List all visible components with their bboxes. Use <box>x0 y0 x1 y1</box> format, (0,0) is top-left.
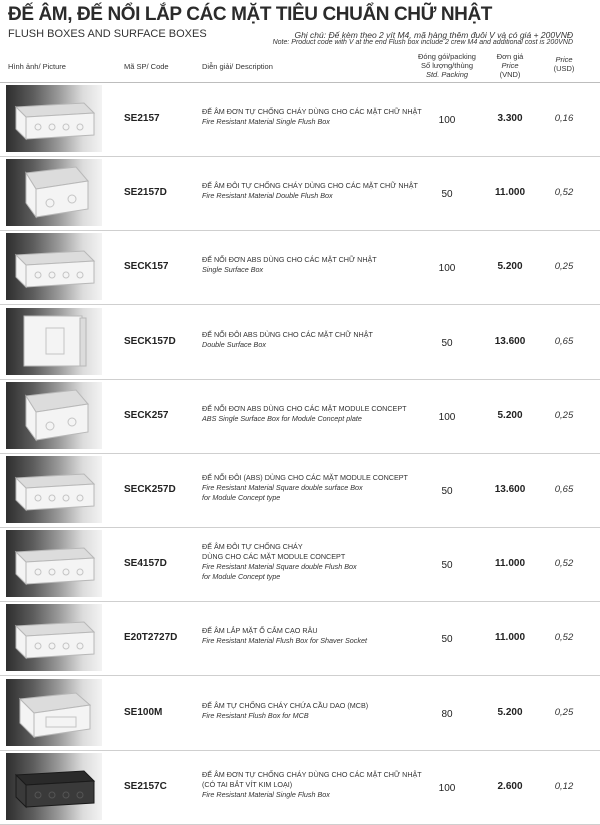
price-usd: 0,52 <box>554 187 574 198</box>
std-packing: 50 <box>441 486 453 497</box>
product-description <box>202 255 377 275</box>
price-vnd: 11.000 <box>494 187 526 198</box>
price-vnd: 13.600 <box>494 336 526 347</box>
column-code: Mã SP/ Code <box>124 62 169 71</box>
product-photo <box>6 604 102 671</box>
product-photo <box>6 753 102 820</box>
column-packing: Đóng gói/packing Số lượng/thùng Std. Packing <box>418 52 476 79</box>
std-packing: 100 <box>438 115 456 126</box>
price-vnd: 11.000 <box>494 632 526 643</box>
description-english: for Module Concept type <box>202 572 281 581</box>
product-photo <box>6 456 102 523</box>
description-english: Fire Resistant Material Square double Flush Box <box>202 562 357 571</box>
price-vnd: 11.000 <box>494 558 526 569</box>
product-code: SE2157 <box>124 113 160 124</box>
page-title: ĐẾ ÂM, ĐẾ NỔI LẮP CÁC MẶT TIÊU CHUẨN CHỮ NHẬT <box>8 4 493 25</box>
product-description <box>202 701 368 721</box>
product-photo <box>6 159 102 226</box>
table-header <box>0 50 600 83</box>
std-packing: 50 <box>441 634 453 645</box>
description-vietnamese: ĐẾ NỔI ĐƠN ABS DÙNG CHO CÁC MẶT CHỮ NHẬT <box>202 255 377 264</box>
table-row <box>0 676 600 751</box>
std-packing: 50 <box>441 560 453 571</box>
product-description <box>202 404 407 424</box>
price-usd: 0,12 <box>554 781 574 792</box>
column-price-usd: Price (USD) <box>553 55 575 73</box>
price-vnd: 5.200 <box>497 410 523 421</box>
description-vietnamese: (CÓ TAI BẮT VÍT KIM LOẠI) <box>202 780 293 789</box>
table-row <box>0 82 600 157</box>
price-vnd: 13.600 <box>494 484 526 495</box>
description-english: Fire Resistant Material Square double surface Box <box>202 483 363 492</box>
description-vietnamese: ĐẾ NỔI ĐƠN ABS DÙNG CHO CÁC MẶT MODULE CONCEPT <box>202 404 407 413</box>
description-vietnamese: ĐẾ ÂM ĐƠN TỰ CHỐNG CHÁY DÙNG CHO CÁC MẶT CHỮ NHẬT <box>202 107 422 116</box>
description-english: for Module Concept type <box>202 493 281 502</box>
price-usd: 0,65 <box>554 336 574 347</box>
std-packing: 100 <box>438 263 456 274</box>
product-photo <box>6 382 102 449</box>
product-code: SECK157D <box>124 336 176 347</box>
std-packing: 50 <box>441 189 453 200</box>
table-row <box>0 527 600 602</box>
description-english: Fire Resistant Flush Box for MCB <box>202 711 309 720</box>
product-description <box>202 330 373 350</box>
product-photo <box>6 85 102 152</box>
description-english: Fire Resistant Material Single Flush Box <box>202 790 330 799</box>
product-code: SECK257D <box>124 484 176 495</box>
std-packing: 100 <box>438 412 456 423</box>
description-vietnamese: ĐẾ NỔI ĐÔI ABS DÙNG CHO CÁC MẶT CHỮ NHẬT <box>202 330 373 339</box>
std-packing: 50 <box>441 338 453 349</box>
table-row <box>0 601 600 676</box>
product-photo <box>6 679 102 746</box>
description-vietnamese: ĐẾ ÂM ĐƠN TỰ CHỐNG CHÁY DÙNG CHO CÁC MẶT CHỮ NHẬT <box>202 770 422 779</box>
product-code: SECK157 <box>124 261 169 272</box>
price-usd: 0,52 <box>554 558 574 569</box>
column-picture: Hình ảnh/ Picture <box>8 62 66 71</box>
product-description <box>202 181 418 201</box>
description-vietnamese: ĐẾ NỔI ĐÔI (ABS) DÙNG CHO CÁC MẶT MODULE CONCEPT <box>202 473 408 482</box>
page-subtitle: FLUSH BOXES AND SURFACE BOXES <box>8 28 207 40</box>
product-description <box>202 542 357 582</box>
price-usd: 0,16 <box>554 113 574 124</box>
description-english: Fire Resistant Material Single Flush Box <box>202 117 330 126</box>
table-row <box>0 379 600 454</box>
table-row <box>0 750 600 825</box>
price-usd: 0,25 <box>554 261 574 272</box>
price-vnd: 2.600 <box>497 781 523 792</box>
price-vnd: 5.200 <box>497 261 523 272</box>
price-usd: 0,52 <box>554 632 574 643</box>
description-english: Fire Resistant Material Flush Box for Shaver Socket <box>202 636 367 645</box>
product-code: SECK257 <box>124 410 169 421</box>
product-code: SE100M <box>124 707 163 718</box>
table-row <box>0 230 600 305</box>
note-vietnamese: Ghi chú: Đế kèm theo 2 vít M4, mã hàng thêm đuôi V và có giá + 200VNĐ <box>294 30 573 40</box>
description-vietnamese: ĐẾ ÂM LẮP MẶT Ổ CẮM CẠO RÂU <box>202 626 318 635</box>
product-code: SE4157D <box>124 558 167 569</box>
description-english: Double Surface Box <box>202 340 266 349</box>
column-description: Diễn giải/ Description <box>202 62 273 71</box>
price-usd: 0,25 <box>554 707 574 718</box>
description-vietnamese: ĐẾ ÂM TỰ CHỐNG CHÁY CHỨA CẦU DAO (MCB) <box>202 701 369 710</box>
description-english: ABS Single Surface Box for Module Concept plate <box>202 414 362 423</box>
price-vnd: 3.300 <box>497 113 523 124</box>
std-packing: 80 <box>441 709 453 720</box>
product-code: E20T2727D <box>124 632 178 643</box>
description-vietnamese: DÙNG CHO CÁC MẶT MODULE CONCEPT <box>202 552 346 561</box>
table-row <box>0 305 600 380</box>
description-english: Single Surface Box <box>202 265 264 274</box>
product-photo <box>6 308 102 375</box>
table-row <box>0 156 600 231</box>
product-description <box>202 473 408 503</box>
description-english: Fire Resistant Material Double Flush Box <box>202 191 333 200</box>
price-usd: 0,25 <box>554 410 574 421</box>
product-code: SE2157C <box>124 781 167 792</box>
column-price-vnd: Đơn giá Price (VND) <box>496 52 524 79</box>
description-vietnamese: ĐẾ ÂM ĐÔI TỰ CHỐNG CHÁY DÙNG CHO CÁC MẶT CHỮ NHẬT <box>202 181 418 190</box>
std-packing: 100 <box>438 783 456 794</box>
product-photo <box>6 530 102 597</box>
product-description <box>202 107 422 127</box>
price-vnd: 5.200 <box>497 707 523 718</box>
product-photo <box>6 233 102 300</box>
description-vietnamese: ĐẾ ÂM ĐÔI TỰ CHỐNG CHÁY <box>202 542 303 551</box>
product-description <box>202 770 422 800</box>
price-usd: 0,65 <box>554 484 574 495</box>
product-description <box>202 626 367 646</box>
note-english: Note: Product code with V at the end Flush box include 2 crew M4 and additional cost is 200VND <box>272 39 573 46</box>
product-code: SE2157D <box>124 187 167 198</box>
table-row <box>0 453 600 528</box>
